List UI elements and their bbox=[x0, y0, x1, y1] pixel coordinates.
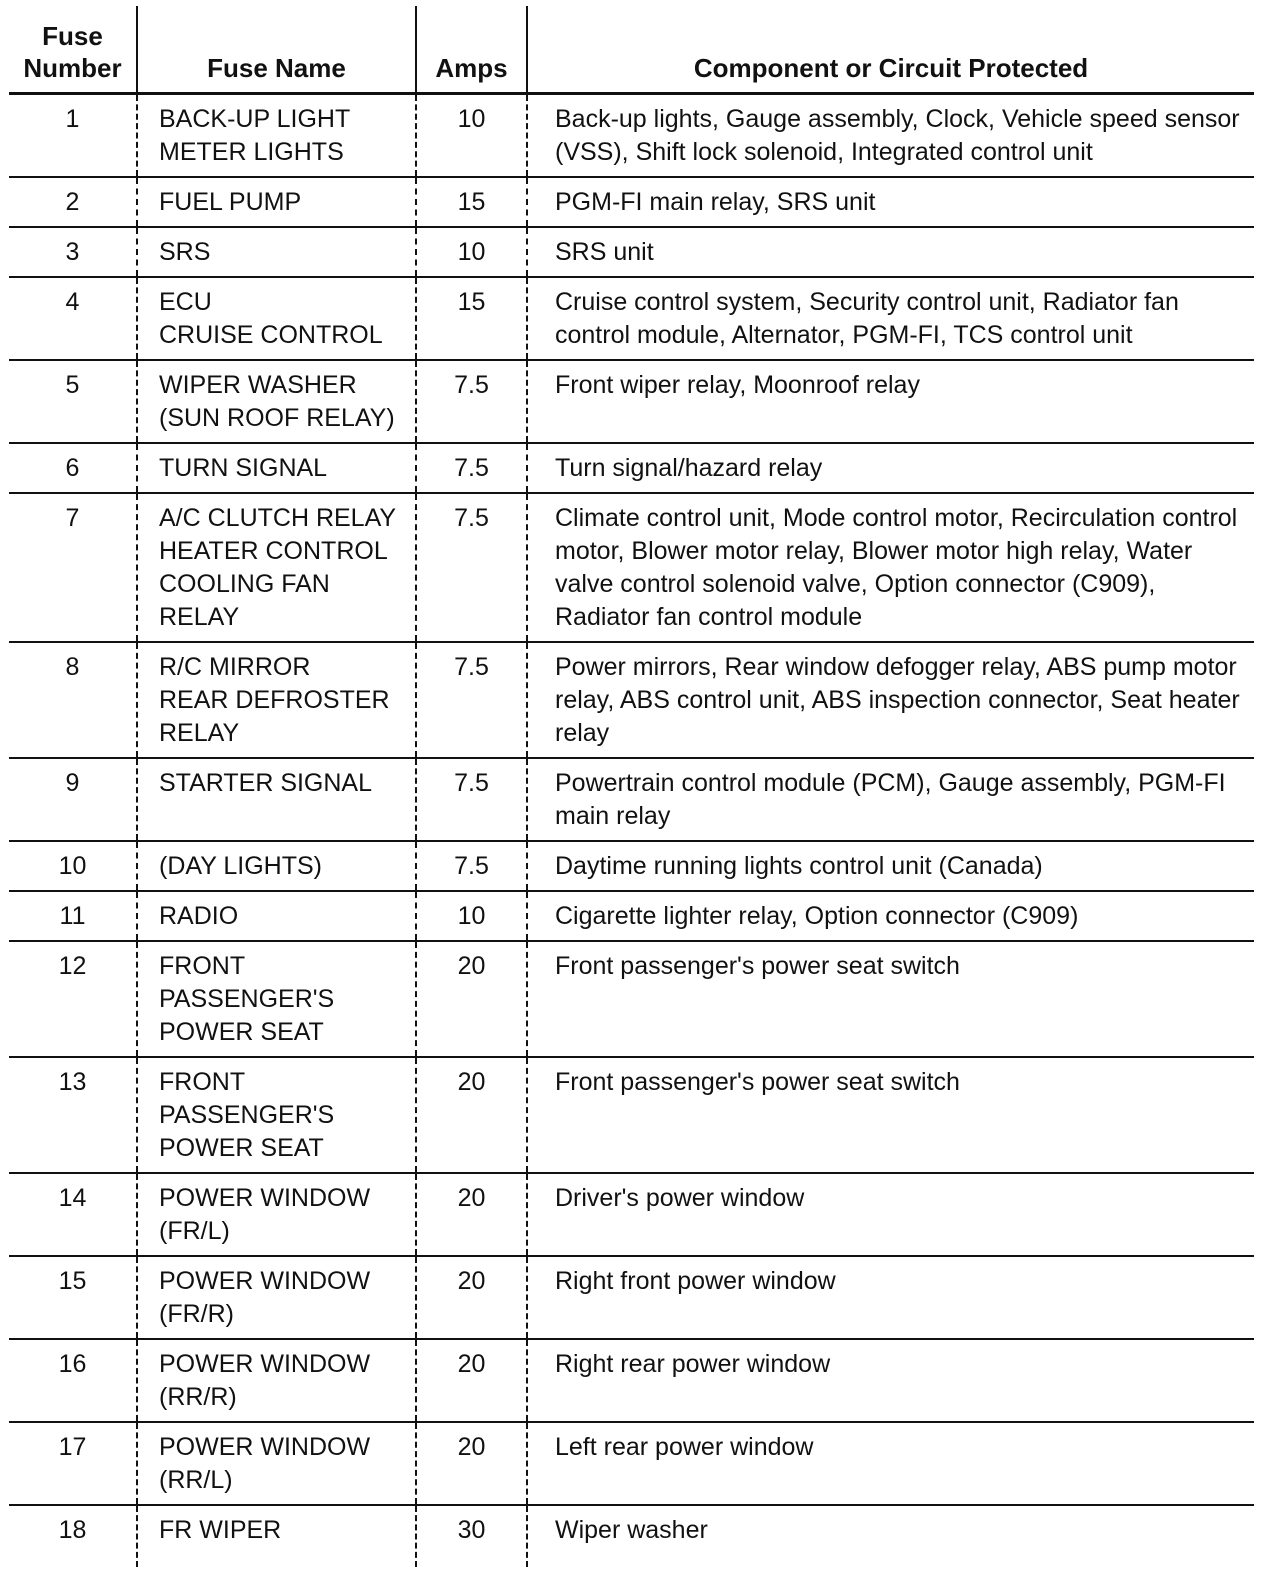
fuse-number-cell: 17 bbox=[9, 1422, 137, 1505]
fuse-number-cell: 3 bbox=[9, 227, 137, 277]
fuse-name-line: PASSENGER'S bbox=[159, 1101, 335, 1129]
fuse-name-line: SRS bbox=[159, 238, 211, 266]
component-cell: Daytime running lights control unit (Canada) bbox=[527, 841, 1254, 891]
fuse-name-line: REAR DEFROSTER bbox=[159, 686, 390, 714]
table-row bbox=[9, 1505, 1254, 1567]
fuse-name-line: STARTER SIGNAL bbox=[159, 769, 373, 797]
fuse-name-cell bbox=[137, 1173, 416, 1256]
fuse-number-cell: 4 bbox=[9, 277, 137, 360]
fuse-number-cell: 6 bbox=[9, 443, 137, 493]
fuse-number-cell: 10 bbox=[9, 841, 137, 891]
component-cell: Back-up lights, Gauge assembly, Clock, Vehicle speed sensor (VSS), Shift lock solenoid, Integrated control unit bbox=[527, 94, 1254, 178]
fuse-name-cell bbox=[137, 758, 416, 841]
fuse-name-line: (FR/L) bbox=[159, 1217, 230, 1245]
fuse-name-line: ECU bbox=[159, 288, 212, 316]
table-row bbox=[9, 94, 1254, 178]
fuse-name-cell bbox=[137, 1339, 416, 1422]
fuse-number-cell: 1 bbox=[9, 94, 137, 178]
amps-cell: 20 bbox=[416, 1339, 527, 1422]
component-cell: Powertrain control module (PCM), Gauge assembly, PGM-FI main relay bbox=[527, 758, 1254, 841]
table-row bbox=[9, 443, 1254, 493]
fuse-name-cell bbox=[137, 94, 416, 178]
fuse-name-line: A/C CLUTCH RELAY bbox=[159, 504, 397, 532]
table-body bbox=[9, 94, 1254, 1568]
table-row bbox=[9, 1422, 1254, 1505]
fuse-name-line: POWER SEAT bbox=[159, 1134, 324, 1162]
table-row bbox=[9, 891, 1254, 941]
header-amps: Amps bbox=[416, 6, 527, 94]
amps-cell: 15 bbox=[416, 177, 527, 227]
amps-cell: 7.5 bbox=[416, 360, 527, 443]
table-header bbox=[9, 6, 1254, 94]
fuse-name-line: (FR/R) bbox=[159, 1300, 234, 1328]
fuse-number-cell: 7 bbox=[9, 493, 137, 642]
amps-cell: 7.5 bbox=[416, 758, 527, 841]
fuse-name-line: POWER SEAT bbox=[159, 1018, 324, 1046]
fuse-name-line: FRONT bbox=[159, 1068, 246, 1096]
fuse-name-cell bbox=[137, 1256, 416, 1339]
fuse-name-line: (DAY LIGHTS) bbox=[159, 852, 322, 880]
component-cell: Climate control unit, Mode control motor, Recirculation control motor, Blower motor relay, Blower motor high relay, Water valve control solenoid valve, Option connector (C909), Radiator fan control module bbox=[527, 493, 1254, 642]
component-cell: Left rear power window bbox=[527, 1422, 1254, 1505]
amps-cell: 30 bbox=[416, 1505, 527, 1567]
table-row bbox=[9, 642, 1254, 758]
component-cell: Driver's power window bbox=[527, 1173, 1254, 1256]
component-cell: PGM-FI main relay, SRS unit bbox=[527, 177, 1254, 227]
table-row bbox=[9, 360, 1254, 443]
amps-cell: 10 bbox=[416, 227, 527, 277]
fuse-name-line: COOLING FAN bbox=[159, 570, 330, 598]
component-cell: Front wiper relay, Moonroof relay bbox=[527, 360, 1254, 443]
table-row bbox=[9, 1173, 1254, 1256]
fuse-name-cell bbox=[137, 443, 416, 493]
fuse-number-cell: 11 bbox=[9, 891, 137, 941]
amps-cell: 7.5 bbox=[416, 841, 527, 891]
component-cell: Front passenger's power seat switch bbox=[527, 1057, 1254, 1173]
fuse-number-cell: 16 bbox=[9, 1339, 137, 1422]
fuse-name-line: POWER WINDOW bbox=[159, 1433, 371, 1461]
header-fuse-name: Fuse Name bbox=[137, 6, 416, 94]
fuse-name-line: METER LIGHTS bbox=[159, 138, 344, 166]
fuse-name-line: (SUN ROOF RELAY) bbox=[159, 404, 395, 432]
fuse-number-cell: 2 bbox=[9, 177, 137, 227]
fuse-number-cell: 13 bbox=[9, 1057, 137, 1173]
table-row bbox=[9, 1057, 1254, 1173]
table-row bbox=[9, 177, 1254, 227]
amps-cell: 20 bbox=[416, 1057, 527, 1173]
fuse-name-line: BACK-UP LIGHT bbox=[159, 105, 351, 133]
fuse-name-line: POWER WINDOW bbox=[159, 1184, 371, 1212]
fuse-name-line: RELAY bbox=[159, 603, 240, 631]
fuse-name-cell bbox=[137, 227, 416, 277]
fuse-name-cell bbox=[137, 177, 416, 227]
fuse-name-line: FUEL PUMP bbox=[159, 188, 302, 216]
fuse-name-cell bbox=[137, 642, 416, 758]
amps-cell: 10 bbox=[416, 94, 527, 178]
table-row bbox=[9, 941, 1254, 1057]
fuse-number-cell: 14 bbox=[9, 1173, 137, 1256]
amps-cell: 7.5 bbox=[416, 443, 527, 493]
component-cell: Power mirrors, Rear window defogger relay, ABS pump motor relay, ABS control unit, ABS inspection connector, Seat heater relay bbox=[527, 642, 1254, 758]
fuse-name-line: RADIO bbox=[159, 902, 239, 930]
table-row bbox=[9, 493, 1254, 642]
fuse-name-cell bbox=[137, 891, 416, 941]
component-cell: Cigarette lighter relay, Option connector (C909) bbox=[527, 891, 1254, 941]
fuse-name-cell bbox=[137, 360, 416, 443]
fuse-name-line: HEATER CONTROL bbox=[159, 537, 388, 565]
component-cell: Right front power window bbox=[527, 1256, 1254, 1339]
table-row bbox=[9, 841, 1254, 891]
fuse-name-line: R/C MIRROR bbox=[159, 653, 311, 681]
table-row bbox=[9, 227, 1254, 277]
fuse-name-cell bbox=[137, 941, 416, 1057]
component-cell: Wiper washer bbox=[527, 1505, 1254, 1567]
fuse-number-cell: 15 bbox=[9, 1256, 137, 1339]
amps-cell: 7.5 bbox=[416, 493, 527, 642]
component-cell: SRS unit bbox=[527, 227, 1254, 277]
amps-cell: 20 bbox=[416, 941, 527, 1057]
table-row bbox=[9, 1339, 1254, 1422]
component-cell: Turn signal/hazard relay bbox=[527, 443, 1254, 493]
amps-cell: 20 bbox=[416, 1422, 527, 1505]
header-component: Component or Circuit Protected bbox=[527, 6, 1254, 94]
fuse-name-line: FRONT bbox=[159, 952, 246, 980]
component-cell: Right rear power window bbox=[527, 1339, 1254, 1422]
header-fuse-number: Fuse Number bbox=[9, 6, 137, 94]
fuse-number-cell: 12 bbox=[9, 941, 137, 1057]
fuse-name-line: CRUISE CONTROL bbox=[159, 321, 383, 349]
fuse-name-cell bbox=[137, 1422, 416, 1505]
component-cell: Cruise control system, Security control unit, Radiator fan control module, Alternator, PGM-FI, TCS control unit bbox=[527, 277, 1254, 360]
fuse-name-cell bbox=[137, 1505, 416, 1567]
fuse-number-cell: 8 bbox=[9, 642, 137, 758]
amps-cell: 10 bbox=[416, 891, 527, 941]
amps-cell: 20 bbox=[416, 1173, 527, 1256]
fuse-name-cell bbox=[137, 841, 416, 891]
table-row bbox=[9, 758, 1254, 841]
fuse-name-line: PASSENGER'S bbox=[159, 985, 335, 1013]
fuse-name-line: POWER WINDOW bbox=[159, 1350, 371, 1378]
fuse-name-line: RELAY bbox=[159, 719, 240, 747]
fuse-name-cell bbox=[137, 493, 416, 642]
fuse-name-line: WIPER WASHER bbox=[159, 371, 357, 399]
amps-cell: 7.5 bbox=[416, 642, 527, 758]
fuse-number-cell: 18 bbox=[58, 1516, 87, 1544]
fuse-name-line: POWER WINDOW bbox=[159, 1267, 371, 1295]
fuse-name-line: (RR/L) bbox=[159, 1466, 233, 1494]
fuse-number-cell: 9 bbox=[9, 758, 137, 841]
fuse-table bbox=[9, 6, 1254, 1567]
amps-cell: 15 bbox=[416, 277, 527, 360]
table-row bbox=[9, 1256, 1254, 1339]
fuse-number-cell: 5 bbox=[9, 360, 137, 443]
fuse-name-cell bbox=[137, 1057, 416, 1173]
component-cell: Front passenger's power seat switch bbox=[527, 941, 1254, 1057]
table-row bbox=[9, 277, 1254, 360]
fuse-name-cell bbox=[137, 277, 416, 360]
fuse-name-line: TURN SIGNAL bbox=[159, 454, 328, 482]
fuse-name-line: (RR/R) bbox=[159, 1383, 237, 1411]
amps-cell: 20 bbox=[416, 1256, 527, 1339]
fuse-name-line: FR WIPER bbox=[159, 1516, 282, 1544]
